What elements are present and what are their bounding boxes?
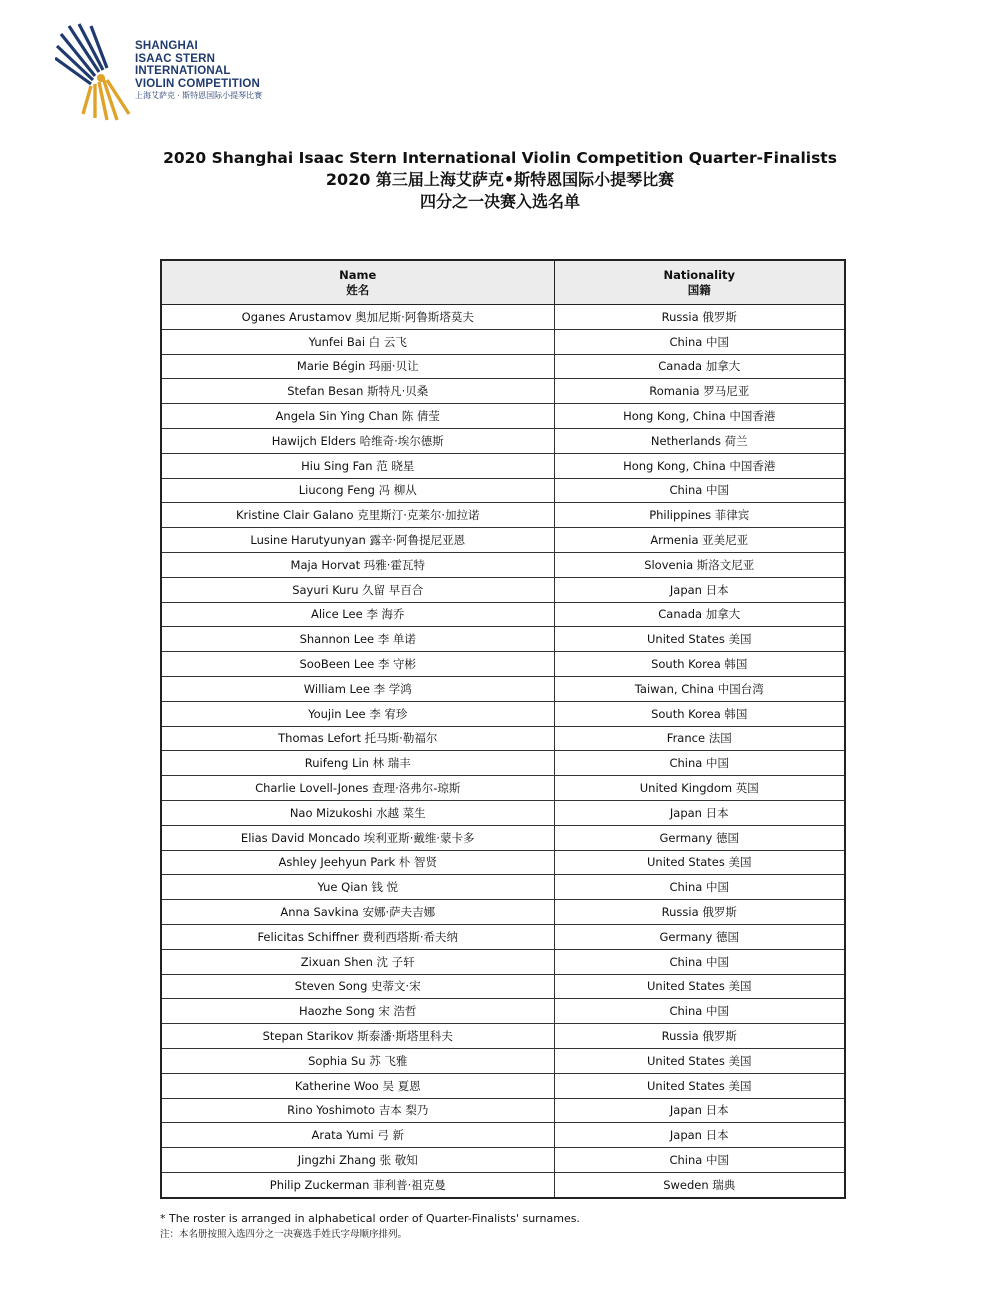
footnotes [160,1211,580,1243]
nationality-cell: South Korea 韩国 [554,652,845,677]
nationality-cell: Japan 日本 [554,1123,845,1148]
table-row [161,1098,845,1123]
name-cell: Oganes Arustamov 奥加尼斯·阿鲁斯塔莫夫 [161,305,554,330]
table-row [161,305,845,330]
table-row [161,900,845,925]
name-cell: Lusine Harutyunyan 露辛·阿鲁提尼亚恩 [161,528,554,553]
nationality-cell: Romania 罗马尼亚 [554,379,845,404]
nationality-cell: United Kingdom 英国 [554,776,845,801]
nationality-cell: United States 美国 [554,1048,845,1073]
nationality-cell: Hong Kong, China 中国香港 [554,453,845,478]
logo-line-4: VIOLIN COMPETITION [135,77,260,90]
nationality-cell: Canada 加拿大 [554,354,845,379]
table-row [161,751,845,776]
nationality-cell: China 中国 [554,478,845,503]
nationality-cell: China 中国 [554,1148,845,1173]
table-header-row [161,260,845,305]
name-cell: Thomas Lefort 托马斯·勒福尔 [161,726,554,751]
table-row [161,776,845,801]
name-header-en: Name [339,267,377,282]
table-row [161,503,845,528]
name-cell: Nao Mizukoshi 水越 菜生 [161,800,554,825]
name-cell: Sophia Su 苏 飞雅 [161,1048,554,1073]
table-row [161,404,845,429]
nationality-cell: Armenia 亚美尼亚 [554,528,845,553]
page-title-en: 2020 Shanghai Isaac Stern International Violin Competition Quarter-Finalists [163,149,837,167]
nationality-cell: China 中国 [554,949,845,974]
name-cell: Youjin Lee 李 宥珍 [161,701,554,726]
table-row [161,676,845,701]
name-cell: Kristine Clair Galano 克里斯汀·克莱尔·加拉诺 [161,503,554,528]
quarter-finalists-table [160,259,846,1199]
name-cell: Ruifeng Lin 林 瑞丰 [161,751,554,776]
nationality-cell: Germany 德国 [554,924,845,949]
nationality-cell: China 中国 [554,875,845,900]
name-cell: Angela Sin Ying Chan 陈 倩莹 [161,404,554,429]
name-cell: SooBeen Lee 李 守彬 [161,652,554,677]
nationality-cell: Russia 俄罗斯 [554,1024,845,1049]
name-cell: Jingzhi Zhang 张 敬知 [161,1148,554,1173]
table-row [161,999,845,1024]
table-row [161,652,845,677]
table-row [161,924,845,949]
table-row [161,453,845,478]
table-row [161,379,845,404]
name-cell: Marie Bégin 玛丽·贝让 [161,354,554,379]
nationality-cell: United States 美国 [554,974,845,999]
name-cell: Zixuan Shen 沈 子轩 [161,949,554,974]
table-row [161,528,845,553]
name-cell: Shannon Lee 李 单诺 [161,627,554,652]
name-cell: Ashley Jeehyun Park 朴 智贤 [161,850,554,875]
footnote-cn: 注：本名册按照入选四分之一决赛选手姓氏字母顺序排列。 [160,1229,408,1240]
name-cell: Sayuri Kuru 久留 早百合 [161,577,554,602]
table-row [161,329,845,354]
table-row [161,875,845,900]
logo-line-1: SHANGHAI [135,40,198,52]
table-row [161,602,845,627]
table-row [161,428,845,453]
nationality-header-cn: 国籍 [687,282,711,297]
name-cell: Charlie Lovell-Jones 查理·洛弗尔-琼斯 [161,776,554,801]
name-header-cn: 姓名 [346,282,370,297]
competition-logo [55,22,285,122]
table-row [161,800,845,825]
logo-line-2: ISAAC STERN [135,52,216,65]
page-title-cn: 2020 第三届上海艾萨克•斯特恩国际小提琴比赛 [325,170,675,189]
table-row [161,949,845,974]
name-cell: Katherine Woo 吴 夏恩 [161,1073,554,1098]
nationality-cell: Sweden 瑞典 [554,1172,845,1197]
nationality-cell: Slovenia 斯洛文尼亚 [554,552,845,577]
name-cell: Philip Zuckerman 菲利普·祖克曼 [161,1172,554,1197]
table-row [161,1123,845,1148]
table-row [161,726,845,751]
nationality-cell: Russia 俄罗斯 [554,900,845,925]
table-row [161,1073,845,1098]
nationality-cell: Japan 日本 [554,577,845,602]
nationality-column-header [554,260,845,305]
name-cell: Elias David Moncado 埃利亚斯·戴维·蒙卡多 [161,825,554,850]
nationality-cell: Japan 日本 [554,1098,845,1123]
page-title-block [0,148,1000,213]
name-cell: Liucong Feng 冯 柳从 [161,478,554,503]
table-row [161,850,845,875]
name-cell: Yunfei Bai 白 云飞 [161,329,554,354]
nationality-header-en: Nationality [663,267,736,282]
table-row [161,825,845,850]
table-row [161,577,845,602]
name-cell: Alice Lee 李 海乔 [161,602,554,627]
nationality-cell: Japan 日本 [554,800,845,825]
name-cell: Steven Song 史蒂文·宋 [161,974,554,999]
page-subtitle-cn: 四分之一决赛入选名单 [419,192,580,211]
nationality-cell: China 中国 [554,751,845,776]
table-row [161,974,845,999]
nationality-cell: South Korea 韩国 [554,701,845,726]
name-cell: Hiu Sing Fan 范 晓星 [161,453,554,478]
nationality-cell: China 中国 [554,329,845,354]
table-row [161,1048,845,1073]
table-body [161,305,845,1198]
table-row [161,701,845,726]
nationality-cell: Netherlands 荷兰 [554,428,845,453]
violin-emblem-icon [55,22,135,122]
name-cell: Yue Qian 钱 悦 [161,875,554,900]
nationality-cell: Canada 加拿大 [554,602,845,627]
name-cell: Rino Yoshimoto 吉本 梨乃 [161,1098,554,1123]
table-row [161,627,845,652]
nationality-cell: Germany 德国 [554,825,845,850]
table-row [161,478,845,503]
table-row [161,1172,845,1197]
table-row [161,354,845,379]
table-row [161,552,845,577]
name-cell: Maja Horvat 玛雅·霍瓦特 [161,552,554,577]
nationality-cell: France 法国 [554,726,845,751]
nationality-cell: Taiwan, China 中国台湾 [554,676,845,701]
table-row [161,1024,845,1049]
logo-line-3: INTERNATIONAL [135,65,231,77]
name-cell: Anna Savkina 安娜·萨夫吉娜 [161,900,554,925]
footnote-en: * The roster is arranged in alphabetical order of Quarter-Finalists' surnames. [160,1212,580,1225]
name-cell: Hawijch Elders 哈维奇·埃尔德斯 [161,428,554,453]
logo-chinese-name: 上海艾萨克 · 斯特恩国际小提琴比赛 [135,91,263,100]
nationality-cell: Hong Kong, China 中国香港 [554,404,845,429]
nationality-cell: United States 美国 [554,627,845,652]
name-cell: Felicitas Schiffner 费利西塔斯·希夫纳 [161,924,554,949]
name-column-header [161,260,554,305]
name-cell: Stepan Starikov 斯泰潘·斯塔里科夫 [161,1024,554,1049]
table-row [161,1148,845,1173]
name-cell: Haozhe Song 宋 浩哲 [161,999,554,1024]
nationality-cell: United States 美国 [554,1073,845,1098]
nationality-cell: United States 美国 [554,850,845,875]
nationality-cell: Philippines 菲律宾 [554,503,845,528]
name-cell: William Lee 李 学鸿 [161,676,554,701]
nationality-cell: Russia 俄罗斯 [554,305,845,330]
name-cell: Arata Yumi 弓 新 [161,1123,554,1148]
nationality-cell: China 中国 [554,999,845,1024]
name-cell: Stefan Besan 斯特凡·贝桑 [161,379,554,404]
